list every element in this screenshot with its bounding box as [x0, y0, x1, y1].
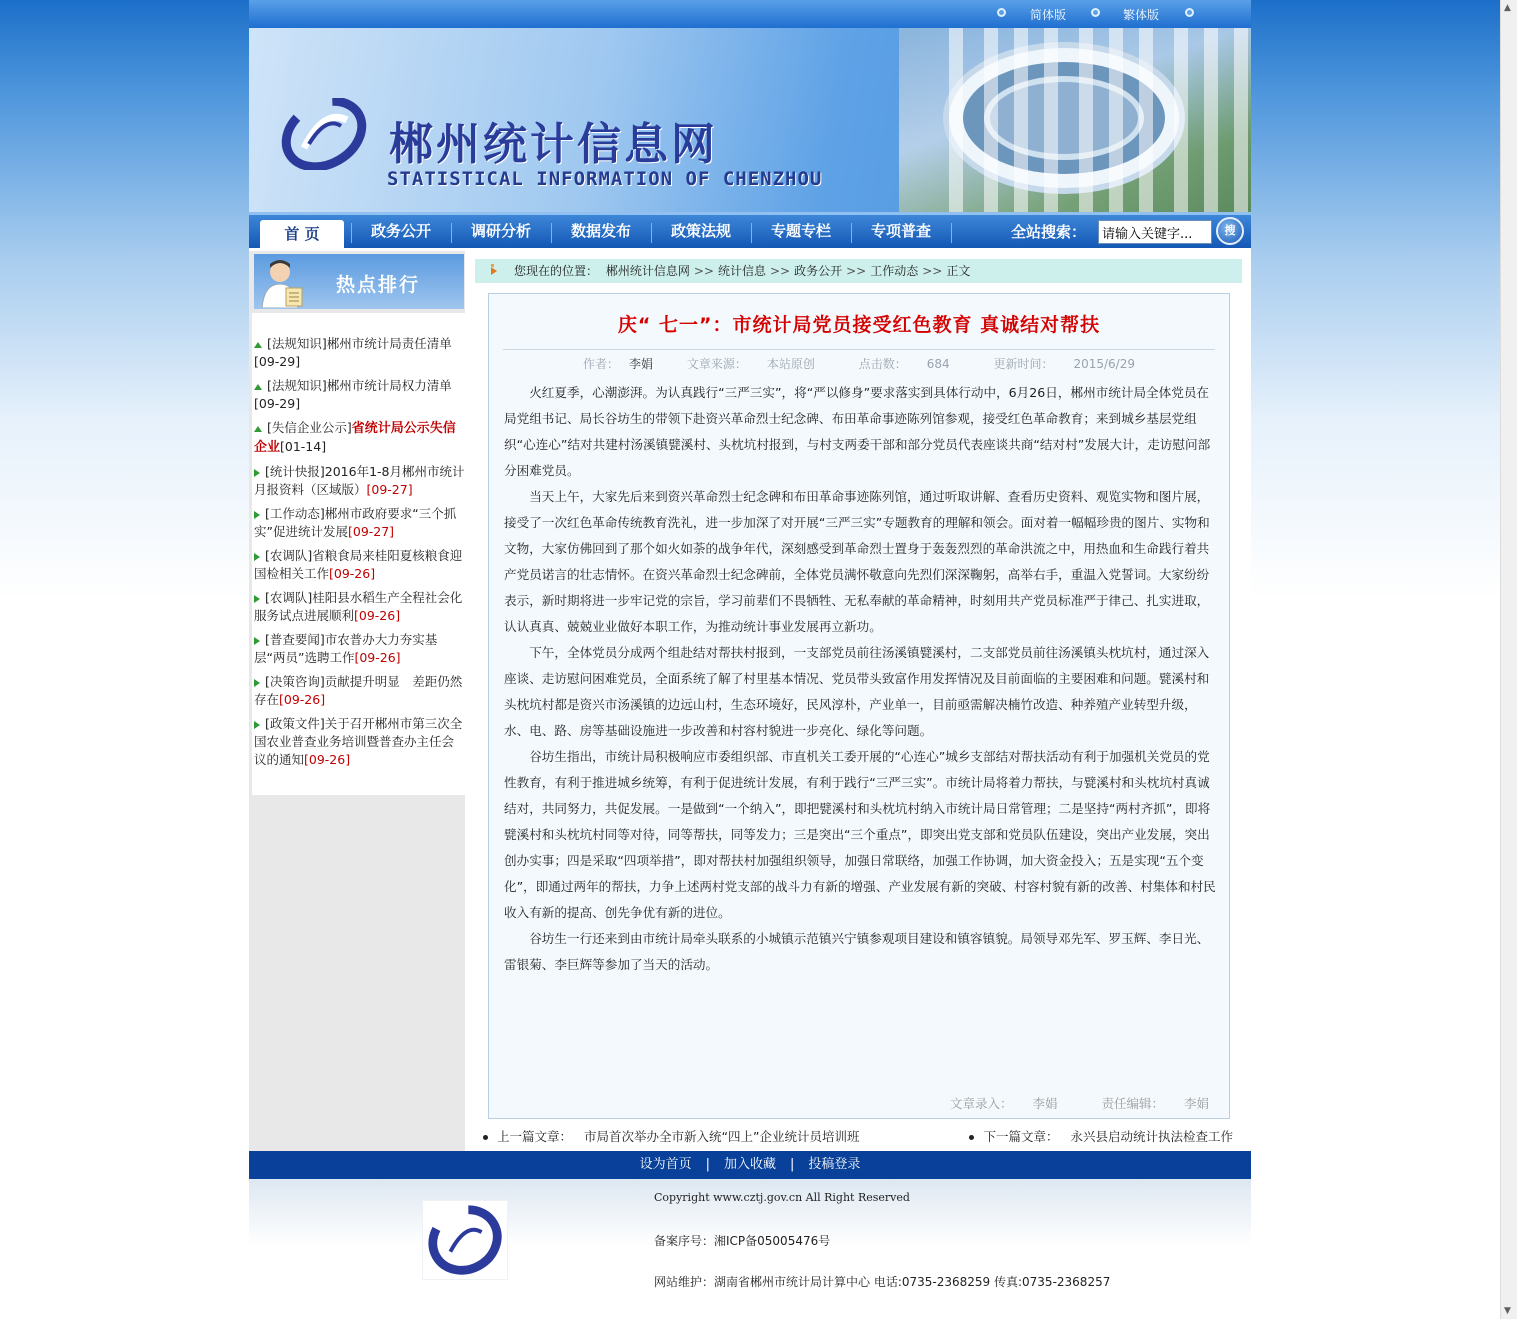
- page-wrapper: [249, 0, 1251, 1301]
- right-arrow-icon: [254, 595, 260, 603]
- breadcrumb: 您现在的位置： 郴州统计信息网 >> 统计信息 >> 政务公开 >> 工作动态 >> 正文: [475, 259, 1242, 283]
- up-arrow-icon: [254, 384, 262, 390]
- article-meta: 作者： 李娟 文章来源： 本站原创 点击数： 684 更新时间： 2015/6/29: [582, 357, 1135, 371]
- main-nav: [249, 212, 1251, 248]
- site-logo-icon: [279, 98, 369, 170]
- up-arrow-icon: [254, 342, 262, 348]
- lang-traditional-link[interactable]: 繁体版: [1123, 8, 1160, 22]
- site-title-en: STATISTICAL INFORMATION OF CHENZHOU: [387, 168, 823, 190]
- article-footer: 文章录入： 李娟 责任编辑： 李娟: [949, 1096, 1209, 1111]
- list-item[interactable]: [法规知识]郴州市统计局权力清单 [09-29]: [254, 378, 452, 411]
- bullet-icon: [969, 1135, 974, 1140]
- footer-nav: 设为首页 | 加入收藏 | 投稿登录: [249, 1151, 1251, 1179]
- list-item[interactable]: [农调队]桂阳县水稻生产全程社会化服务试点进展顺利[09-26]: [254, 590, 463, 623]
- nav-item-census[interactable]: 专项普查: [870, 222, 931, 240]
- site-title-cn: 郴州统计信息网: [389, 119, 718, 170]
- breadcrumb-government[interactable]: 政务公开: [794, 264, 843, 278]
- footer-logo-icon: [423, 1201, 507, 1279]
- nav-item-research[interactable]: 调研分析: [470, 222, 531, 240]
- breadcrumb-work-news[interactable]: 工作动态: [870, 264, 919, 278]
- add-favorite-link[interactable]: 加入收藏: [723, 1157, 776, 1172]
- bullet-icon: [1091, 8, 1100, 17]
- site-footer: [249, 1179, 1251, 1301]
- article-paragraph: 火红夏季，心潮澎湃。为认真践行“三严三实”，将“严以修身”要求落实到具体行动中，6月26日，郴州市统计局全体党员在局党组书记、局长谷坊生的带领下赴资兴革命烈士纪念碑、布田革命事迹陈列馆参观，接受红色革命教育；来到城乡基层党组织“心连心”结对共建村汤溪镇甓溪村、头枕坑村报到，与村支两委干部和部分党员代表座谈共商“结对村”发展大计，走访慰问部分困难党员。: [504, 385, 1211, 478]
- person-icon: [260, 258, 306, 308]
- maintenance-text: 网站维护：湖南省郴州市统计局计算中心 电话:0735-2368259 传真:0735-2368257: [654, 1275, 1111, 1289]
- scroll-down-icon[interactable]: ▼: [1504, 1306, 1511, 1316]
- list-item[interactable]: [政策文件]关于召开郴州市第三次全国农业普查业务培训暨普查办主任会议的通知[09-26]: [254, 716, 463, 767]
- nav-item-home[interactable]: 首 页: [260, 220, 344, 248]
- breadcrumb-current: 正文: [946, 264, 971, 278]
- list-item[interactable]: [工作动态]郴州市政府要求“三个抓实”促进统计发展[09-27]: [254, 506, 457, 539]
- bullet-icon: [483, 1135, 488, 1140]
- article-paragraph: 谷坊生一行还来到由市统计局牵头联系的小城镇示范镇兴宁镇参观项目建设和镇容镇貌。局领导邓先军、罗玉辉、李日光、雷银菊、李巨辉等参加了当天的活动。: [504, 931, 1210, 972]
- search-label: 全站搜索：: [1011, 223, 1087, 241]
- top-bar: [249, 0, 1251, 28]
- right-arrow-icon: [254, 469, 260, 477]
- search-button[interactable]: 搜: [1216, 217, 1244, 245]
- breadcrumb-home[interactable]: 郴州统计信息网: [605, 264, 690, 278]
- next-article-link[interactable]: 永兴县启动统计执法检查工作: [1070, 1129, 1233, 1144]
- next-article[interactable]: 下一篇文章： 永兴县启动统计执法检查工作: [969, 1127, 1233, 1145]
- right-arrow-icon: [254, 511, 260, 519]
- submit-login-link[interactable]: 投稿登录: [808, 1157, 861, 1172]
- list-item[interactable]: [普查要闻]市农普办大力夯实基层“两员”选聘工作[09-26]: [254, 632, 438, 665]
- footer-logo: [422, 1200, 508, 1280]
- nav-item-policy[interactable]: 政策法规: [670, 222, 731, 240]
- bullet-icon: [997, 8, 1006, 17]
- bullet-icon: [1185, 8, 1194, 17]
- hot-ranking-header: [254, 254, 464, 309]
- article-title: 庆“ 七一”：市统计局党员接受红色教育 真诚结对帮扶: [617, 314, 1101, 336]
- list-item[interactable]: [农调队]省粮食局来桂阳夏核粮食迎国检相关工作[09-26]: [254, 548, 463, 581]
- prev-article[interactable]: 上一篇文章： 市局首次举办全市新入统“四上”企业统计员培训班: [483, 1127, 859, 1145]
- hot-ranking-title: 热点排行: [336, 274, 421, 296]
- up-arrow-icon: [254, 426, 262, 432]
- hot-ranking-list: [252, 313, 465, 795]
- site-banner: [249, 28, 1251, 212]
- scroll-up-icon[interactable]: ▲: [1504, 3, 1511, 13]
- article-body: [504, 380, 1216, 978]
- right-arrow-icon: [254, 679, 260, 687]
- list-item[interactable]: [失信企业公示]省统计局公示失信企业[01-14]: [254, 420, 456, 455]
- list-item[interactable]: [统计快报]2016年1-8月郴州市统计月报资料（区域版）[09-27]: [254, 464, 465, 497]
- breadcrumb-stats-info[interactable]: 统计信息: [717, 264, 766, 278]
- lang-simplified-link[interactable]: 简体版: [1030, 8, 1067, 22]
- breadcrumb-label: 您现在的位置：: [514, 264, 599, 278]
- list-item[interactable]: [法规知识]郴州市统计局责任清单 [09-29]: [254, 336, 452, 369]
- article-paragraph: 下午，全体党员分成两个组赴结对帮扶村报到，一支部党员前往汤溪镇甓溪村，二支部党员前往汤溪镇头枕坑村，通过深入座谈、走访慰问困难党员，全面系统了解了村里基本情况、党员带头致富作用发挥情况及目前面临的主要困难和问题。甓溪村和头枕坑村都是资兴市汤溪镇的边远山村，生态环境好，民风淳朴，产业单一，目前亟需解决楠竹改造、种养殖产业转型升级，水、电、路、房等基础设施进一步改善和村容村貌进一步亮化、绿化等问题。: [504, 645, 1210, 738]
- article-paragraph: 当天上午，大家先后来到资兴革命烈士纪念碑和布田革命事迹陈列馆，通过听取讲解、查看历史资料、观览实物和图片展，接受了一次红色革命传统教育洗礼，进一步加深了对开展“三严三实”专题教育的理解和领会。面对着一幅幅珍贵的图片、实物和文物，大家仿佛回到了那个如火如荼的战争年代，深刻感受到革命烈士置身于轰轰烈烈的革命洪流之中，用热血和生命践行着共产党员诺言的壮志情怀。在资兴革命烈士纪念碑前，全体党员满怀敬意向先烈们深深鞠躬，高举右手，重温入党誓词。大家纷纷表示，新时期将进一步牢记党的宗旨，学习前辈们不畏牺牲、无私奉献的革命精神，时刻用共产党员标准严于律己、扎实进取，认认真真、兢兢业业做好本职工作，为推动统计事业发展再立新功。: [504, 489, 1210, 634]
- list-item[interactable]: [决策咨询]贡献提升明显 差距仍然存在[09-26]: [254, 674, 463, 707]
- article-panel: [488, 293, 1230, 1119]
- copyright-text: Copyright www.cztj.gov.cn All Right Reserved: [654, 1191, 910, 1204]
- nav-item-topics[interactable]: 专题专栏: [770, 222, 831, 240]
- set-homepage-link[interactable]: 设为首页: [639, 1157, 692, 1172]
- right-arrow-icon: [254, 637, 260, 645]
- search-input[interactable]: [1098, 220, 1212, 244]
- article-paragraph: 谷坊生指出，市统计局积极响应市委组织部、市直机关工委开展的“心连心”城乡支部结对帮扶活动有利于加强机关党员的党性教育，有利于推进城乡统筹，有利于促进统计发展，有利于践行“三严三实”。市统计局将着力帮扶，与甓溪村和头枕坑村真诚结对，共同努力，共促发展。一是做到“一个纳入”，即把甓溪村和头枕坑村纳入市统计局日常管理；二是坚持“两村齐抓”，即将甓溪村和头枕坑村同等对待，同等帮扶，同等发力；三是突出“三个重点”，即突出党支部和党员队伍建设，突出产业发展，突出创办实事；四是采取“四项举措”，即对帮扶村加强组织领导，加强日常联络，加强工作协调，加大资金投入；五是实现“五个变化”，即通过两年的帮扶，力争上述两村党支部的战斗力有新的增强、产业发展有新的突破、村容村貌有新的改善、村集体和村民收入有新的提高、创先争优有新的进位。: [504, 749, 1216, 920]
- main-content: [475, 259, 1242, 1144]
- prev-article-link[interactable]: 市局首次举办全市新入统“四上”企业统计员培训班: [584, 1129, 860, 1144]
- arrow-icon: [491, 267, 497, 275]
- nav-item-data[interactable]: 数据发布: [570, 222, 631, 240]
- icp-text: 备案序号：湘ICP备05005476号: [654, 1234, 831, 1248]
- left-sidebar: [249, 251, 465, 1151]
- right-arrow-icon: [254, 553, 260, 561]
- page-scrollbar[interactable]: [1500, 0, 1517, 1319]
- nav-item-government[interactable]: 政务公开: [370, 222, 431, 240]
- right-arrow-icon: [254, 721, 260, 729]
- divider: [503, 349, 1215, 350]
